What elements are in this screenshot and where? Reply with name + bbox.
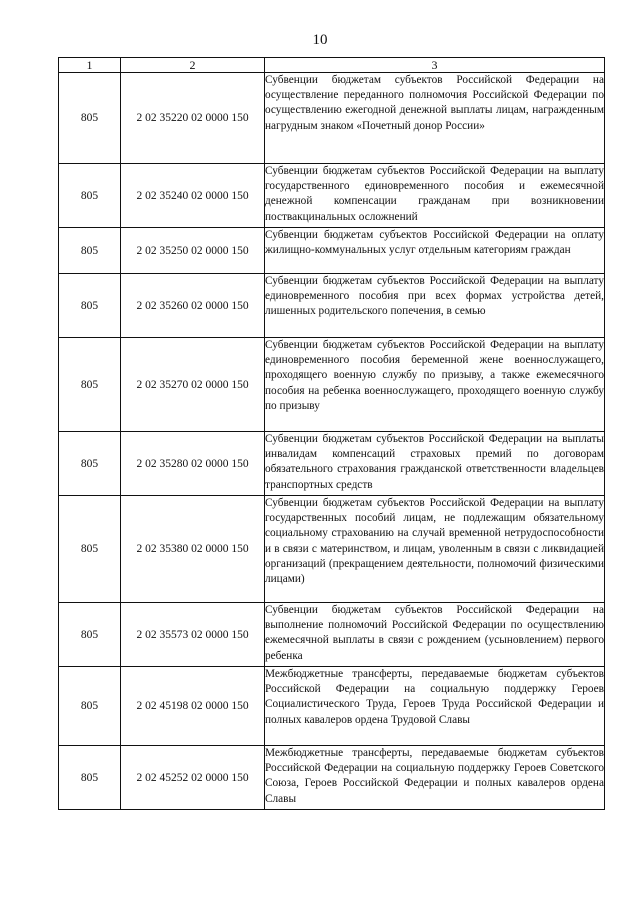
budget-code-cell: 2 02 35270 02 0000 150 <box>121 338 265 432</box>
table-row <box>59 496 605 603</box>
budget-classification-table <box>58 57 605 810</box>
admin-code-cell: 805 <box>59 746 121 810</box>
budget-code-cell: 2 02 35280 02 0000 150 <box>121 432 265 496</box>
description-cell: Субвенции бюджетам субъектов Российской Федерации на осуществление переданного полномочия Российской Федерации по осуществлению ежегодной денежной выплаты лицам, награжденным нагрудным знаком «Почетный донор России» <box>265 73 605 164</box>
table-row <box>59 603 605 667</box>
description-cell: Межбюджетные трансферты, передаваемые бюджетам субъектов Российской Федерации на социальную поддержку Героев Социалистического Труда, Героев Труда Российской Федерации и полных кавалеров ордена Трудовой Славы <box>265 667 605 746</box>
admin-code-cell: 805 <box>59 603 121 667</box>
budget-code-cell: 2 02 35573 02 0000 150 <box>121 603 265 667</box>
budget-code-cell: 2 02 35240 02 0000 150 <box>121 164 265 228</box>
column-header-3: 3 <box>265 58 605 73</box>
description-cell: Субвенции бюджетам субъектов Российской Федерации на оплату жилищно-коммунальных услуг отдельным категориям граждан <box>265 228 605 274</box>
table-row <box>59 338 605 432</box>
table-row <box>59 73 605 164</box>
admin-code-cell: 805 <box>59 667 121 746</box>
admin-code-cell: 805 <box>59 274 121 338</box>
column-header-1: 1 <box>59 58 121 73</box>
description-cell: Субвенции бюджетам субъектов Российской Федерации на выплату единовременного пособия при всех формах устройства детей, лишенных родительского попечения, в семью <box>265 274 605 338</box>
description-cell: Субвенции бюджетам субъектов Российской Федерации на выплату государственных пособий лицам, не подлежащим обязательному социальному страхованию на случай временной нетрудоспособности и в связи с материнством, и лицам, уволенным в связи с ликвидацией организаций (прекращением деятельности, полномочий физическими лицами) <box>265 496 605 603</box>
budget-code-cell: 2 02 35260 02 0000 150 <box>121 274 265 338</box>
table-row <box>59 228 605 274</box>
description-cell: Субвенции бюджетам субъектов Российской Федерации на выполнение полномочий Российской Федерации по осуществлению ежемесячной выплаты в связи с рождением (усыновлением) первого ребенка <box>265 603 605 667</box>
admin-code-cell: 805 <box>59 164 121 228</box>
budget-code-cell: 2 02 45198 02 0000 150 <box>121 667 265 746</box>
column-header-2: 2 <box>121 58 265 73</box>
table-row <box>59 164 605 228</box>
description-cell: Субвенции бюджетам субъектов Российской Федерации на выплату государственного единовременного пособия и ежемесячной денежной компенсации гражданам при возникновении поствакцинальных осложнений <box>265 164 605 228</box>
description-cell: Межбюджетные трансферты, передаваемые бюджетам субъектов Российской Федерации на социальную поддержку Героев Советского Союза, Героев Российской Федерации и полных кавалеров ордена Славы <box>265 746 605 810</box>
admin-code-cell: 805 <box>59 432 121 496</box>
table-row <box>59 667 605 746</box>
admin-code-cell: 805 <box>59 228 121 274</box>
description-cell: Субвенции бюджетам субъектов Российской Федерации на выплаты инвалидам компенсаций страховых премий по договорам обязательного страхования гражданской ответственности владельцев транспортных средств <box>265 432 605 496</box>
admin-code-cell: 805 <box>59 496 121 603</box>
table-row <box>59 274 605 338</box>
admin-code-cell: 805 <box>59 338 121 432</box>
table-row <box>59 432 605 496</box>
budget-code-cell: 2 02 35220 02 0000 150 <box>121 73 265 164</box>
table-header-row <box>59 58 605 73</box>
budget-code-cell: 2 02 35380 02 0000 150 <box>121 496 265 603</box>
table-row <box>59 746 605 810</box>
page-number: 10 <box>312 32 328 48</box>
budget-code-cell: 2 02 35250 02 0000 150 <box>121 228 265 274</box>
description-cell: Субвенции бюджетам субъектов Российской Федерации на выплату единовременного пособия беременной жене военнослужащего, проходящего военную службу по призыву, а также ежемесячного пособия на ребенка военнослужащего, проходящего военную службу по призыву <box>265 338 605 432</box>
budget-code-cell: 2 02 45252 02 0000 150 <box>121 746 265 810</box>
admin-code-cell: 805 <box>59 73 121 164</box>
